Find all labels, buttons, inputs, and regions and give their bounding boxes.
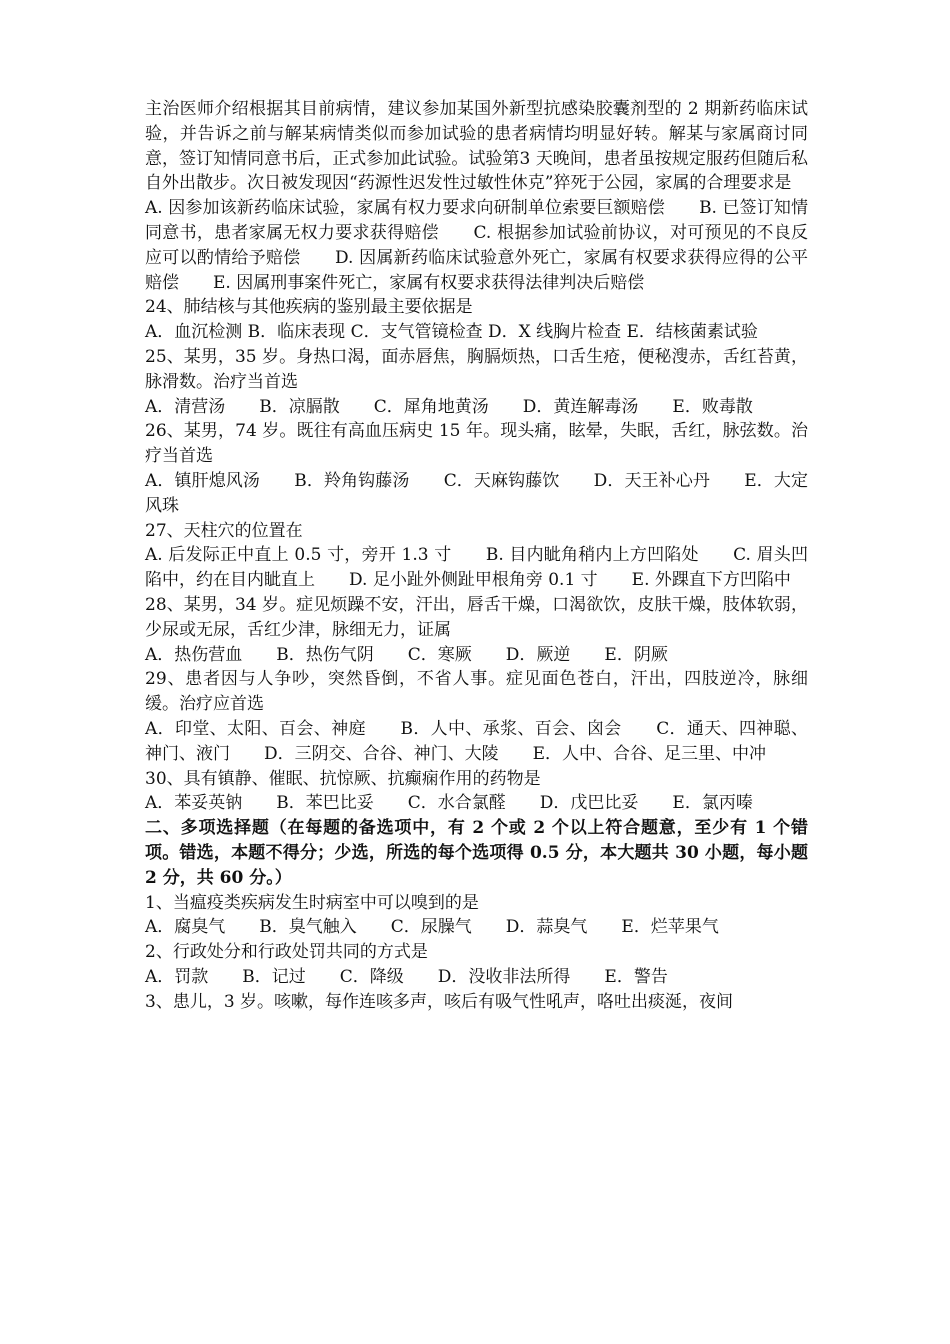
question-27-stem: 27、天柱穴的位置在 <box>145 520 303 541</box>
question-25-stem: 25、某男，35 岁。身热口渴，面赤唇焦，胸膈烦热，口舌生疮，便秘溲赤，舌红苔黄，脉滑数。治疗当首选 <box>145 346 808 392</box>
question-23-stem-continued: 主治医师介绍根据其目前病情，建议参加某国外新型抗感染胶囊剂型的 2 期新药临床试验，并告诉之前与解某病情类似而参加试验的患者病情均明显好转。解某与家属商讨同意，签订知情同意书后，正式参加此试验。试验第3 天晚间，患者虽按规定服药但随后私自外出散步。次日被发现因“药源性迟发性过敏性休克”猝死于公园，家属的合理要求是 <box>145 99 808 194</box>
document-page <box>145 97 814 1014</box>
question-29-options: A．印堂、太阳、百会、神庭 B．人中、承浆、百会、囟会 C．通天、四神聪、神门、液门 D．三阴交、合谷、神门、大陵 E．人中、合谷、足三里、中冲 <box>145 718 808 764</box>
question-25-options: A．清营汤 B．凉膈散 C．犀角地黄汤 D．黄连解毒汤 E．败毒散 <box>145 396 753 417</box>
multi-question-2-options: A．罚款 B．记过 C．降级 D．没收非法所得 E．警告 <box>145 966 668 987</box>
question-29-stem: 29、患者因与人争吵，突然昏倒，不省人事。症见面色苍白，汗出，四肢逆冷，脉细缓。治疗应首选 <box>145 669 808 715</box>
question-27-options: A. 后发际正中直上 0.5 寸，旁开 1.3 寸 B. 目内眦角稍内上方凹陷处 C. 眉头凹陷中，约在目内眦直上 D. 足小趾外侧趾甲根角旁 0.1 寸 E. 外踝直下方凹陷中 <box>145 545 808 591</box>
question-26-stem: 26、某男，74 岁。既往有高血压病史 15 年。现头痛，眩晕，失眠，舌红，脉弦数。治疗当首选 <box>145 421 808 467</box>
multi-question-3-stem: 3、患儿，3 岁。咳嗽，每作连咳多声，咳后有吸气性吼声，咯吐出痰涎，夜间 <box>145 991 734 1012</box>
question-28-options: A．热伤营血 B．热伤气阴 C．寒厥 D．厥逆 E．阴厥 <box>145 644 668 665</box>
question-24-stem: 24、肺结核与其他疾病的鉴别最主要依据是 <box>145 297 473 318</box>
question-23-options: A. 因参加该新药临床试验，家属有权力要求向研制单位索要巨额赔偿 B. 已签订知情同意书，患者家属无权力要求获得赔偿 C. 根据参加试验前协议，对可预见的不良反应可以酌情给予赔偿 D. 因属新药临床试验意外死亡，家属有权要求获得应得的公平赔偿 E. 因属刑事案件死亡，家属有权要求获得法律判决后赔偿 <box>145 198 808 293</box>
question-30-stem: 30、具有镇静、催眠、抗惊厥、抗癫痫作用的药物是 <box>145 768 541 789</box>
question-26-options: A．镇肝熄风汤 B．羚角钩藤汤 C．天麻钩藤饮 D．天王补心丹 E．大定风珠 <box>145 470 808 516</box>
question-28-stem: 28、某男，34 岁。症见烦躁不安，汗出，唇舌干燥，口渴欲饮，皮肤干燥，肢体软弱，少尿或无尿，舌红少津，脉细无力，证属 <box>145 594 808 640</box>
multi-question-1-stem: 1、当瘟疫类疾病发生时病室中可以嗅到的是 <box>145 892 479 913</box>
multi-question-2-stem: 2、行政处分和行政处罚共同的方式是 <box>145 942 428 963</box>
section-heading-multiple-choice: 二、多项选择题（在每题的备选项中，有 2 个或 2 个以上符合题意，至少有 1 个错项。错选，本题不得分；少选，所选的每个选项得 0.5 分，本大题共 30 小题，每小题 2 分，共 60 分。） <box>145 818 814 888</box>
multi-question-1-options: A．腐臭气 B．臭气触入 C．尿臊气 D．蒜臭气 E．烂苹果气 <box>145 917 719 938</box>
question-24-options: A．血沉检测 B．临床表现 C．支气管镜检查 D．X 线胸片检查 E．结核菌素试验 <box>145 322 758 343</box>
question-30-options: A．苯妥英钠 B．苯巴比妥 C．水合氯醛 D．戊巴比妥 E．氯丙嗪 <box>145 793 753 814</box>
